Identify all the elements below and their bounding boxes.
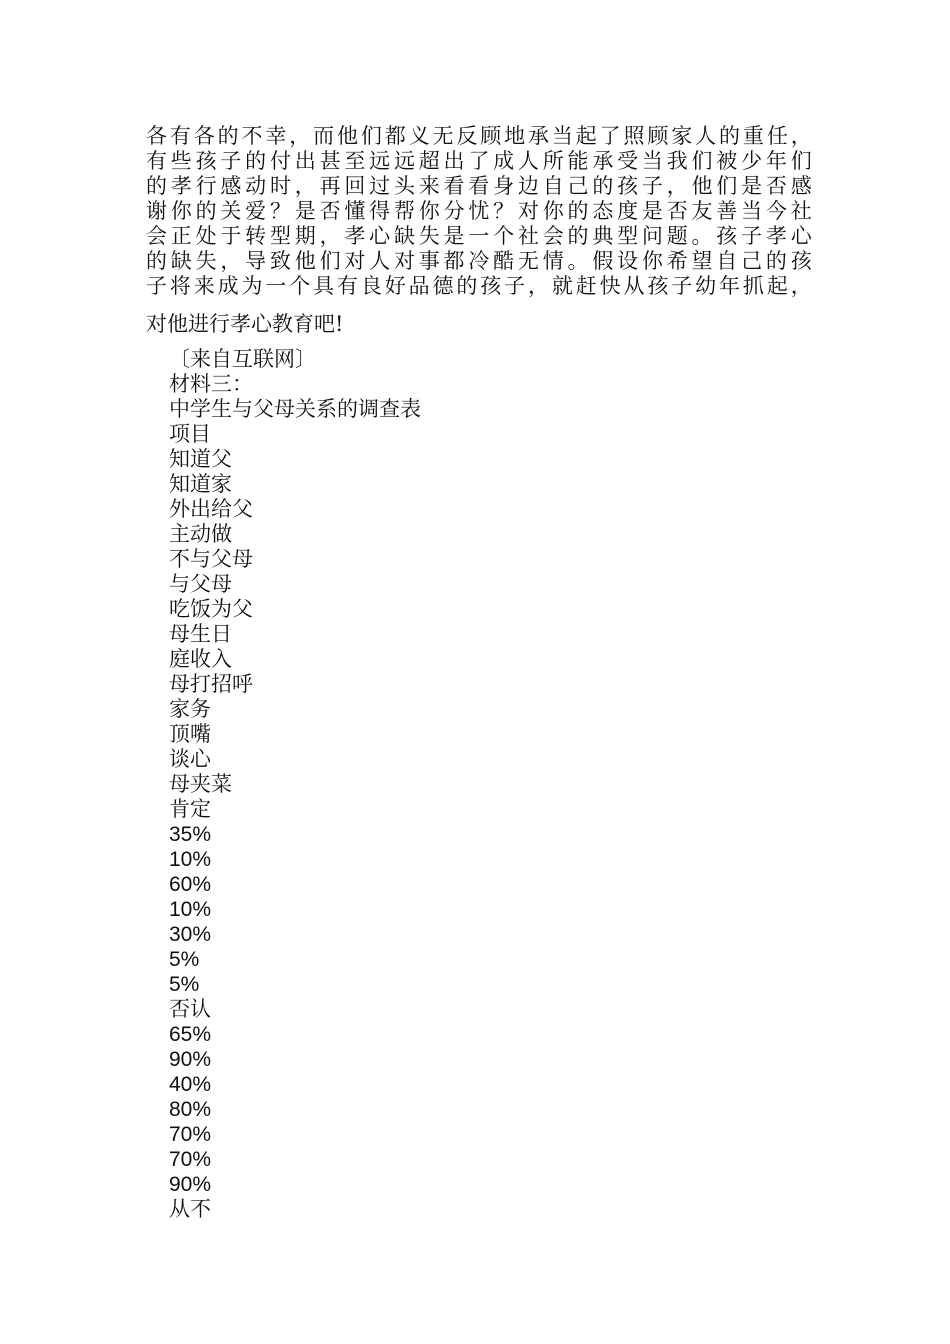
- paragraph-line: 子将来成为一个具有良好品德的孩子，就赶快从孩子幼年抓起，: [146, 274, 812, 298]
- survey-item: 70%: [169, 1148, 212, 1171]
- survey-item: 母打招呼: [169, 672, 253, 696]
- body-paragraph: [146, 124, 812, 299]
- survey-item: 吃饭为父: [169, 597, 253, 621]
- survey-item: 从不: [169, 1197, 211, 1221]
- survey-item: 70%: [169, 1123, 212, 1146]
- survey-item: 60%: [169, 873, 212, 896]
- survey-item: 主动做: [169, 522, 232, 546]
- survey-item: 家务: [169, 697, 211, 721]
- survey-item: 5%: [169, 948, 200, 971]
- survey-item: 顶嘴: [169, 722, 211, 746]
- survey-item: 不与父母: [169, 547, 253, 571]
- source-note: 〔来自互联网〕: [169, 347, 316, 371]
- survey-item: 母生日: [169, 622, 232, 646]
- closing-line: 对他进行孝心教育吧!: [146, 312, 344, 336]
- survey-item: 5%: [169, 973, 200, 996]
- survey-item: 35%: [169, 823, 212, 846]
- survey-item: 与父母: [169, 572, 232, 596]
- paragraph-line: 的孝行感动时，再回过头来看看身边自己的孩子，他们是否感: [146, 174, 812, 198]
- survey-section: [169, 347, 421, 1222]
- paragraph-line: 会正处于转型期，孝心缺失是一个社会的典型问题。孩子孝心: [146, 224, 812, 248]
- survey-title: 中学生与父母关系的调查表: [169, 397, 421, 421]
- survey-item: 10%: [169, 898, 212, 921]
- paragraph-line: 的缺失，导致他们对人对事都冷酷无情。假设你希望自己的孩: [146, 249, 812, 273]
- survey-item: 项目: [169, 422, 211, 446]
- survey-item: 庭收入: [169, 647, 232, 671]
- survey-item: 肯定: [169, 797, 211, 821]
- paragraph-line: 有些孩子的付出甚至远远超出了成人所能承受当我们被少年们: [146, 149, 812, 173]
- survey-item: 谈心: [169, 747, 211, 771]
- paragraph-line: 各有各的不幸，而他们都义无反顾地承当起了照顾家人的重任，: [146, 124, 812, 148]
- survey-item: 知道家: [169, 472, 232, 496]
- survey-item: 65%: [169, 1023, 212, 1046]
- survey-item: 90%: [169, 1173, 212, 1196]
- survey-item: 母夹菜: [169, 772, 232, 796]
- survey-item: 外出给父: [169, 497, 253, 521]
- survey-item: 40%: [169, 1073, 212, 1096]
- survey-item: 否认: [169, 997, 211, 1021]
- survey-items: [169, 422, 421, 1222]
- paragraph-line: 谢你的关爱？是否懂得帮你分忧？对你的态度是否友善当今社: [146, 199, 812, 223]
- survey-item: 30%: [169, 923, 212, 946]
- survey-item: 知道父: [169, 447, 232, 471]
- survey-item: 90%: [169, 1048, 212, 1071]
- survey-item: 10%: [169, 848, 212, 871]
- survey-item: 80%: [169, 1098, 212, 1121]
- material-label: 材料三：: [169, 372, 253, 396]
